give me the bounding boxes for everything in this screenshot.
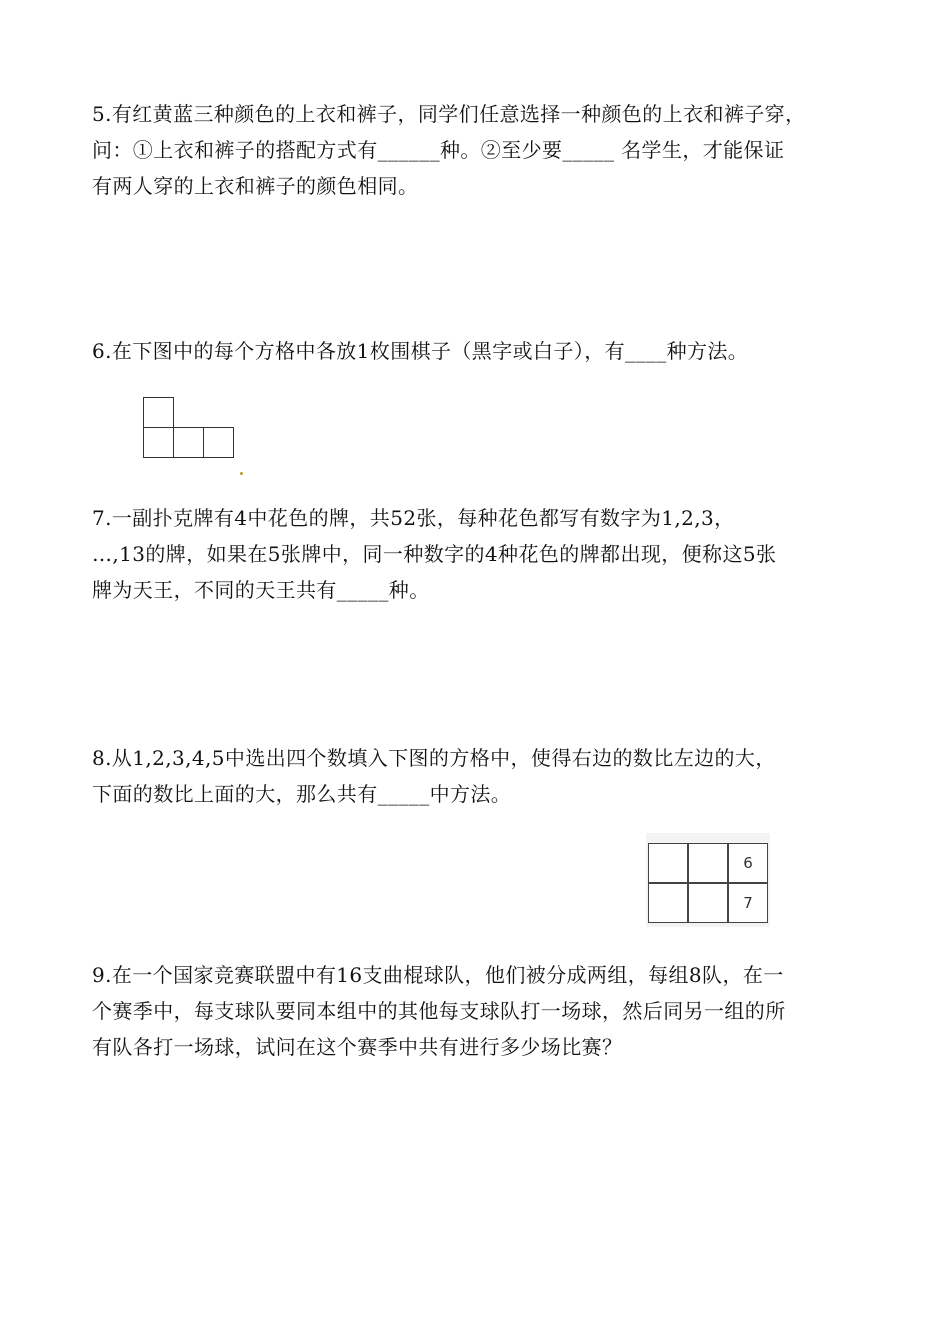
question-8-line-1: 8.从1,2,3,4,5中选出四个数填入下图的方格中，使得右边的数比左边的大， (92, 746, 776, 770)
question-6 (92, 333, 862, 369)
question-7-line-2: …,13的牌，如果在5张牌中，同一种数字的4种花色的牌都出现，便称这5张 (92, 542, 777, 566)
question-9-line-3: 有队各打一场球，试问在这个赛季中共有进行多少场比赛？ (92, 1035, 623, 1059)
question-6-line-1: 6.在下图中的每个方格中各放1枚围棋子（黑字或白子），有____种方法。 (92, 339, 749, 363)
grid-cell (688, 883, 728, 923)
grid-cell (173, 427, 204, 458)
question-5-line-3: 有两人穿的上衣和裤子的颜色相同。 (92, 174, 419, 198)
question-5-line-2: 问：①上衣和裤子的搭配方式有______种。②至少要_____ 名学生，才能保证 (92, 138, 785, 162)
question-7 (92, 500, 862, 608)
figure-l-shaped-grid (143, 397, 236, 460)
question-8 (92, 740, 862, 812)
grid-cell (143, 427, 174, 458)
grid-cell (648, 883, 688, 923)
grid-cell-bottom-right: 7 (728, 883, 768, 923)
question-7-line-1: 7.一副扑克牌有4中花色的牌，共52张，每种花色都写有数字为1,2,3， (92, 506, 735, 530)
grid-cell (688, 843, 728, 883)
grid-cell (648, 843, 688, 883)
figure-number-grid (646, 833, 770, 927)
question-8-line-2: 下面的数比上面的大，那么共有_____中方法。 (92, 782, 512, 806)
question-9-line-2: 个赛季中，每支球队要同本组中的其他每支球队打一场球，然后同另一组的所 (92, 999, 786, 1023)
grid-cell-top-right: 6 (728, 843, 768, 883)
question-5-line-1: 5.有红黄蓝三种颜色的上衣和裤子，同学们任意选择一种颜色的上衣和裤子穿， (92, 102, 806, 126)
grid-cell (143, 397, 174, 428)
question-9 (92, 957, 862, 1065)
question-5 (92, 96, 862, 204)
stray-mark (240, 472, 243, 475)
question-7-line-3: 牌为天王，不同的天王共有_____种。 (92, 578, 430, 602)
grid-cell (203, 427, 234, 458)
question-9-line-1: 9.在一个国家竞赛联盟中有16支曲棍球队，他们被分成两组，每组8队，在一 (92, 963, 784, 987)
